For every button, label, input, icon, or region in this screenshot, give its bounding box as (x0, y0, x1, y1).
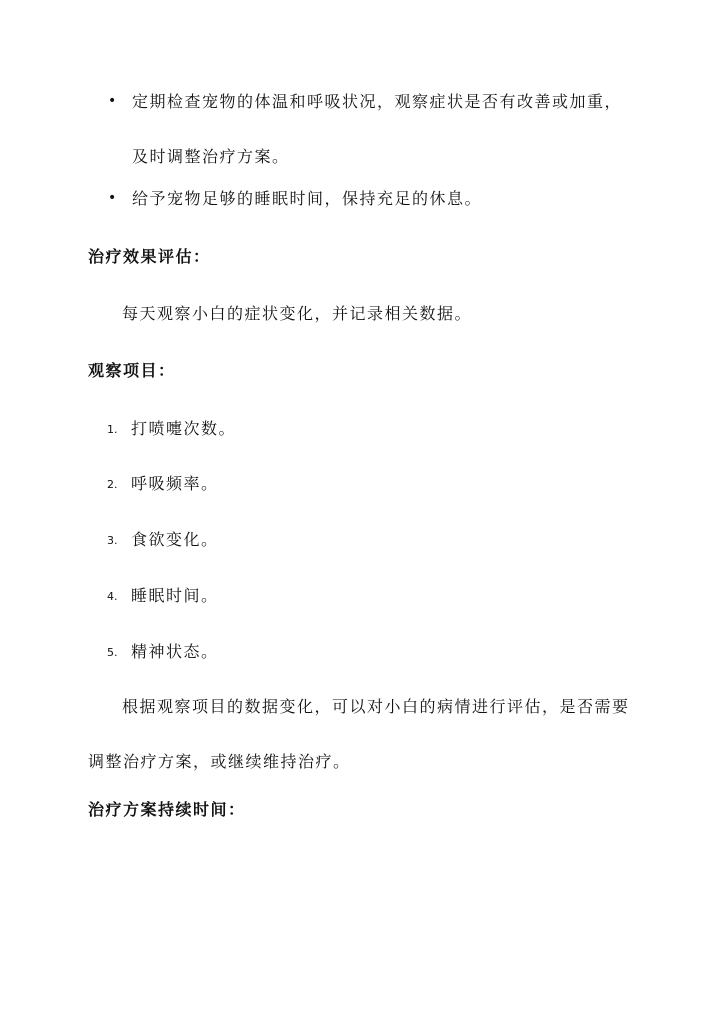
bullet-icon: • (108, 93, 118, 109)
section-heading-duration: 治疗方案持续时间： (88, 800, 246, 819)
bullet-text: 给予宠物足够的睡眠时间，保持充足的休息。 (132, 189, 483, 208)
list-item-text: 精神状态。 (131, 642, 219, 661)
list-number: 1. (107, 422, 118, 436)
section-heading-effect: 治疗效果评估： (88, 247, 211, 266)
list-number: 4. (107, 589, 118, 603)
bullet-item (108, 74, 628, 184)
bullet-item (108, 171, 628, 226)
list-item (107, 640, 219, 665)
list-number: 3. (107, 533, 118, 547)
bullet-icon: • (108, 190, 118, 206)
list-number: 2. (107, 477, 118, 491)
effect-paragraph: 每天观察小白的症状变化，并记录相关数据。 (122, 304, 473, 323)
list-item-text: 食欲变化。 (131, 530, 219, 549)
list-item-text: 睡眠时间。 (131, 586, 219, 605)
bullet-text: 定期检查宠物的体温和呼吸状况，观察症状是否有改善或加重，及时调整治疗方案。 (132, 92, 623, 166)
list-item-text: 打喷嚏次数。 (131, 419, 237, 438)
list-item (107, 417, 236, 442)
section-heading-observe: 观察项目： (88, 361, 176, 380)
list-number: 5. (107, 645, 118, 659)
list-item (107, 584, 219, 609)
list-item (107, 528, 219, 553)
list-item-text: 呼吸频率。 (131, 474, 219, 493)
observe-summary-paragraph: 根据观察项目的数据变化，可以对小白的病情进行评估，是否需要调整治疗方案，或继续维持治疗。 (88, 697, 630, 771)
list-item (107, 472, 219, 497)
